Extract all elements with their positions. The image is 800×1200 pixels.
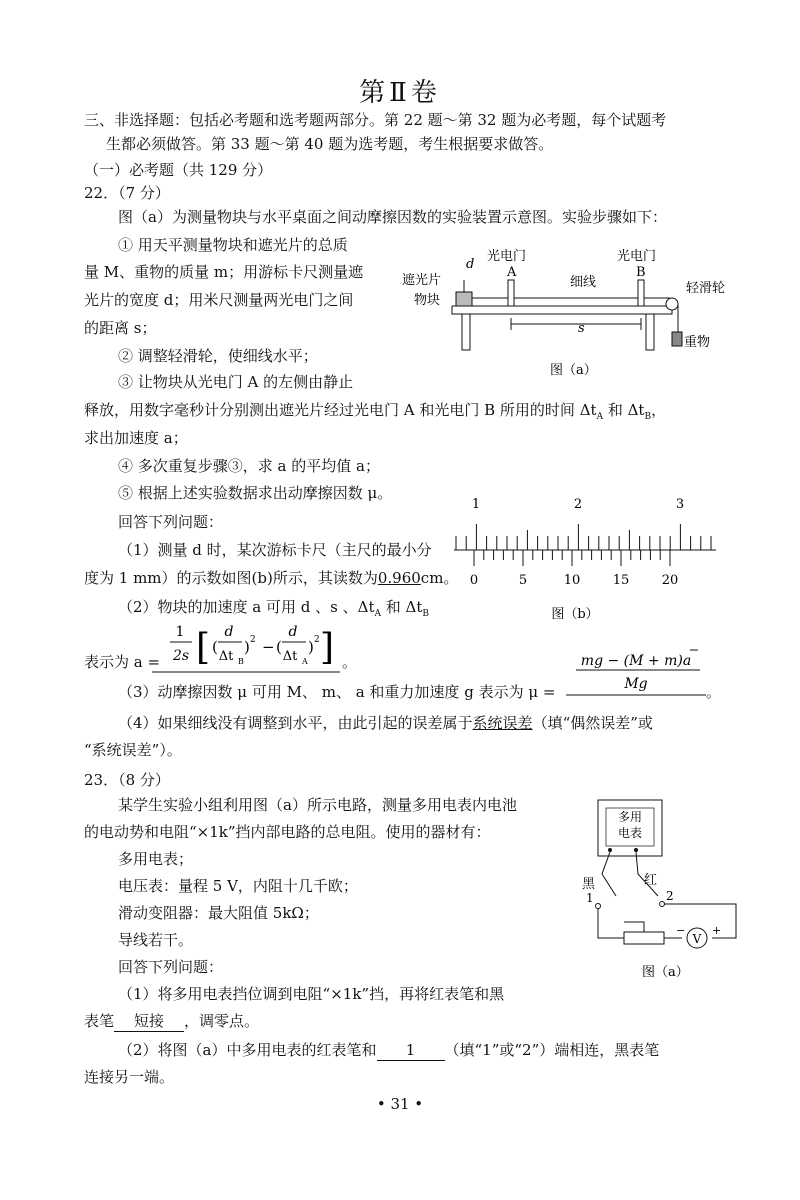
q22-step3-line2: 释放，用数字毫秒计分别测出遮光片经过光电门 A 和光电门 B 所用的时间 $\Delta t_A$ 和 $\Delta t_B$， <box>84 401 667 422</box>
pulley-label: 轻滑轮 <box>686 281 726 296</box>
page-title: 第Ⅱ卷 <box>359 78 441 108</box>
formula-d2: d <box>288 624 298 640</box>
black-label: 黑 <box>582 877 596 892</box>
formula-paren-2: ) <box>244 638 250 656</box>
formula-paren-4: ) <box>308 638 314 656</box>
figure-a-apparatus <box>392 240 772 380</box>
q22-step3-line1: ③ 让物块从光电门 A 的左侧由静止 <box>118 373 354 391</box>
q22-part4-answer: 系统误差 <box>472 714 533 732</box>
q22-step5: ⑤ 根据上述实验数据求出动摩擦因数 μ。 <box>118 484 393 502</box>
black-probe-wire <box>602 852 616 896</box>
vernier-label-10: 10 <box>563 573 581 588</box>
gate-b-label: 光电门 <box>617 249 657 264</box>
q22-step1-line3: 光片的宽度 d；用米尺测量两光电门之间 <box>84 291 354 309</box>
main-label-2: 2 <box>573 497 583 512</box>
vernier-label-15: 15 <box>612 573 630 588</box>
q23-item2: 电压表：量程 5 V，内阻十几千欧； <box>118 877 358 895</box>
q22-part3: （3）动摩擦因数 μ 可用 M、 m、 a 和重力加速度 g 表示为 μ = <box>118 683 556 701</box>
q23-part2-answer: 1 <box>377 1040 445 1061</box>
q23-number: 23．（8 分） <box>84 771 170 789</box>
meter-label-2: 电表 <box>617 826 643 840</box>
q23-intro-line2: 的电动势和电阻“×1k”挡内部电路的总电阻。使用的器材有： <box>84 823 491 841</box>
q22-step2: ② 调整轻滑轮，使细线水平； <box>118 347 318 365</box>
voltmeter-plus: + <box>712 924 722 937</box>
block-shape <box>456 292 472 306</box>
formula-minus: − <box>262 638 275 656</box>
q22-formula-a <box>148 616 348 678</box>
q22-formula-mu <box>566 648 706 696</box>
q22-step1-line2: 量 M、重物的质量 m；用游标卡尺测量遮 <box>84 263 364 281</box>
main-label-1: 1 <box>471 497 481 512</box>
q23-fig-caption: 图（a） <box>642 965 689 980</box>
formula-bracket-left: [ <box>196 627 211 668</box>
gate-a-label: 光电门 <box>487 249 527 264</box>
q22-part1-line1: （1）测量 d 时，某次游标卡尺（主尺的最小分 <box>118 541 432 559</box>
voltmeter-minus: − <box>676 924 686 937</box>
q23-part1-line1: （1）将多用电表挡位调到电阻“×1k”挡，再将红表笔和黑 <box>118 985 505 1003</box>
shade-label: 遮光片 <box>402 273 442 288</box>
q23-part1-line2: 表笔 短接 ，调零点。 <box>84 1012 260 1030</box>
terminal-2-label: 2 <box>666 889 674 903</box>
q22-part1-line2: 度为 1 mm）的示数如图(b)所示，其读数为0.960cm。 <box>84 569 459 587</box>
formula-paren-1: ( <box>212 638 218 656</box>
formula-subA: A <box>302 657 308 666</box>
table-leg-left <box>462 314 470 350</box>
required-header: （一）必考题（共 129 分） <box>84 161 273 179</box>
formula-d1: d <box>224 624 234 640</box>
figure-q23-circuit <box>580 796 750 986</box>
q23-intro-line1: 某学生实验小组利用图（a）所示电路，测量多用电表内电池 <box>118 796 517 814</box>
fig-a-caption: 图（a） <box>550 363 597 378</box>
q22-step1-line4: 的距离 s； <box>84 319 157 337</box>
main-label-3: 3 <box>675 497 685 512</box>
q23-part2-line2: 连接另一端。 <box>84 1068 175 1086</box>
formula-mu-num: mg − (M + m)a <box>580 653 692 669</box>
vernier-label-0: 0 <box>469 573 479 588</box>
figure-b-vernier <box>450 492 720 628</box>
table-leg-right <box>646 314 654 350</box>
weight-label: 重物 <box>684 335 711 350</box>
string-label: 细线 <box>570 275 597 290</box>
formula-tB: Δt <box>218 649 234 664</box>
q22-number: 22．（7 分） <box>84 184 170 202</box>
q23-item3: 滑动变阻器：最大阻值 5kΩ； <box>118 904 319 922</box>
q22-intro: 图（a）为测量物块与水平桌面之间动摩擦因数的实验装置示意图。实验步骤如下： <box>118 208 667 226</box>
q22-step1-line1: ① 用天平测量物块和遮光片的总质 <box>118 236 348 254</box>
formula-mu-den: Mg <box>624 676 648 692</box>
q23-part1-answer: 短接 <box>114 1011 184 1032</box>
vernier-label-5: 5 <box>518 573 528 588</box>
q23-part2-line1: （2）将图（a）中多用电表的红表笔和 1 （填“1”或“2”）端相连，黑表笔 <box>118 1041 660 1059</box>
q22-part1-answer: 0.960 <box>377 569 421 587</box>
formula-2s: 2s <box>172 648 190 664</box>
pulley-shape <box>666 298 678 310</box>
q22-answer-intro: 回答下列问题： <box>118 513 224 531</box>
page-number: • 31 • <box>376 1095 424 1113</box>
q22-part4-line1: （4）如果细线没有调整到水平，由此引起的误差属于系统误差（填“偶然误差”或 <box>118 714 653 732</box>
q23-item4: 导线若干。 <box>118 931 194 949</box>
red-label: 红 <box>644 873 658 888</box>
rheostat-shape <box>624 932 664 944</box>
q22-part2-line2: 表示为 a = <box>84 653 161 671</box>
weight-shape <box>672 332 682 346</box>
q22-step4: ④ 多次重复步骤③，求 a 的平均值 a； <box>118 457 380 475</box>
q22-part3-end: 。 <box>706 683 722 701</box>
formula-sq2: 2 <box>314 635 320 645</box>
voltmeter-label: V <box>692 932 702 946</box>
q22-part2-line1: （2）物块的加速度 a 可用 d 、s 、$\Delta t_A$ 和 $\Delta t_B$ <box>118 598 430 619</box>
formula-paren-3: ( <box>276 638 282 656</box>
formula-subB: B <box>238 657 244 666</box>
meter-label-1: 多用 <box>617 810 643 824</box>
s-label: s <box>578 321 585 336</box>
formula-sq1: 2 <box>250 635 256 645</box>
q23-item1: 多用电表； <box>118 850 194 868</box>
table-top <box>452 306 672 314</box>
gate-a-shape <box>508 280 514 306</box>
vernier-label-20: 20 <box>661 573 679 588</box>
fig-b-caption: 图（b） <box>551 607 599 622</box>
gate-a-letter: A <box>507 265 517 280</box>
q22-part2-end: 。 <box>342 653 358 671</box>
section3-line1: 三、非选择题：包括必考题和选考题两部分。第 22 题～第 32 题为必考题，每个试题考 <box>84 111 667 129</box>
gate-b-shape <box>638 280 644 306</box>
formula-bracket-right: ] <box>320 627 335 668</box>
terminal-1-label: 1 <box>586 891 594 905</box>
d-label: d <box>466 257 475 272</box>
q22-part4-line2: “系统误差”）。 <box>84 741 182 759</box>
section3-line2: 生都必须做答。第 33 题～第 40 题为选考题，考生根据要求做答。 <box>106 135 554 153</box>
block-label: 物块 <box>414 293 441 308</box>
gate-b-letter: B <box>636 265 646 280</box>
formula-tA: Δt <box>282 649 298 664</box>
q23-answer-intro: 回答下列问题： <box>118 958 224 976</box>
formula-one: 1 <box>175 624 185 640</box>
q22-step3-line3: 求出加速度 a； <box>84 429 188 447</box>
